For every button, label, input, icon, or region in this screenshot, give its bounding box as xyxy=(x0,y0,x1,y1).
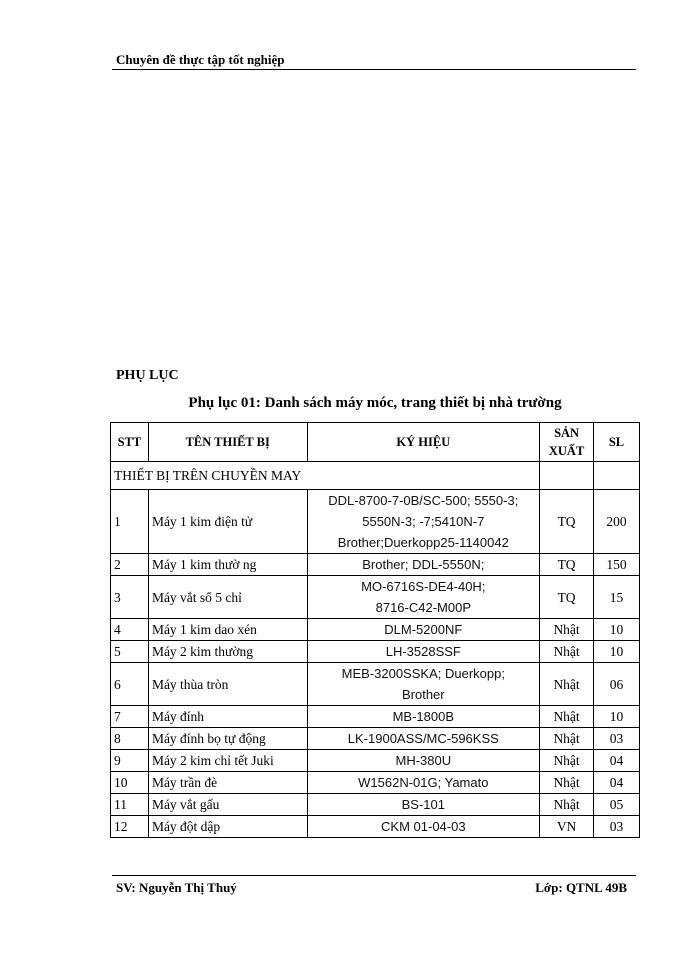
table-row xyxy=(111,490,640,554)
row-code-line: 8716-C42-M00P xyxy=(375,600,471,615)
row-origin: Nhật xyxy=(540,728,594,750)
row-name: Máy trần đè xyxy=(148,772,307,794)
group-label: THIẾT BỊ TRÊN CHUYỀN MAY xyxy=(111,462,540,490)
row-code-line: CKM 01-04-03 xyxy=(381,819,466,834)
table-row xyxy=(111,576,640,619)
row-code xyxy=(307,728,540,750)
row-code xyxy=(307,816,540,838)
row-stt: 6 xyxy=(111,663,149,706)
row-code-line: Brother;Duerkopp25-1140042 xyxy=(337,535,509,550)
row-name: Máy 1 kim dao xén xyxy=(148,619,307,641)
row-qty: 10 xyxy=(594,706,640,728)
equipment-table xyxy=(110,422,640,838)
row-origin: Nhật xyxy=(540,750,594,772)
row-origin: Nhật xyxy=(540,641,594,663)
row-code xyxy=(307,554,540,576)
group-empty-cell xyxy=(540,462,594,490)
header-origin-line2: XUẤT xyxy=(548,444,585,458)
table-row xyxy=(111,554,640,576)
header-name: TÊN THIẾT BỊ xyxy=(148,423,307,462)
row-code-line: MEB-3200SSKA; Duerkopp; xyxy=(341,666,505,681)
row-code xyxy=(307,663,540,706)
row-stt: 3 xyxy=(111,576,149,619)
row-qty: 150 xyxy=(594,554,640,576)
row-code-line: DDL-8700-7-0B/SC-500; 5550-3; xyxy=(328,493,519,508)
table-row xyxy=(111,728,640,750)
row-name: Máy đính xyxy=(148,706,307,728)
row-name: Máy đính bọ tự động xyxy=(148,728,307,750)
row-stt: 10 xyxy=(111,772,149,794)
row-qty: 10 xyxy=(594,619,640,641)
row-code-line: BS-101 xyxy=(401,797,445,812)
row-code-line: Brother; DDL-5550N; xyxy=(362,557,485,572)
footer-divider xyxy=(112,875,636,876)
footer-class: Lớp: QTNL 49B xyxy=(535,880,627,895)
row-code xyxy=(307,706,540,728)
row-origin: Nhật xyxy=(540,772,594,794)
table-row xyxy=(111,619,640,641)
row-code-line: DLM-5200NF xyxy=(384,622,463,637)
page-header-title: Chuyên đề thực tập tốt nghiệp xyxy=(116,52,285,67)
header-origin xyxy=(540,423,594,462)
row-origin: Nhật xyxy=(540,663,594,706)
row-stt: 11 xyxy=(111,794,149,816)
row-name: Máy thùa tròn xyxy=(148,663,307,706)
table-row xyxy=(111,663,640,706)
row-stt: 2 xyxy=(111,554,149,576)
row-name: Máy 2 kim chỉ tết Juki xyxy=(148,750,307,772)
row-origin: VN xyxy=(540,816,594,838)
row-stt: 5 xyxy=(111,641,149,663)
header-code: KÝ HIỆU xyxy=(307,423,540,462)
row-origin: Nhật xyxy=(540,619,594,641)
row-name: Máy vắt sổ 5 chỉ xyxy=(148,576,307,619)
section-label: PHỤ LỤC xyxy=(116,368,179,383)
table-header-row xyxy=(111,423,640,462)
row-stt: 4 xyxy=(111,619,149,641)
row-qty: 200 xyxy=(594,490,640,554)
row-origin: TQ xyxy=(540,576,594,619)
group-row xyxy=(111,462,640,490)
row-stt: 9 xyxy=(111,750,149,772)
table-row xyxy=(111,772,640,794)
row-code xyxy=(307,794,540,816)
table-row xyxy=(111,816,640,838)
row-qty: 05 xyxy=(594,794,640,816)
table-row xyxy=(111,794,640,816)
row-qty: 04 xyxy=(594,750,640,772)
row-name: Máy vắt gấu xyxy=(148,794,307,816)
row-code xyxy=(307,772,540,794)
row-code xyxy=(307,619,540,641)
row-code xyxy=(307,490,540,554)
row-qty: 15 xyxy=(594,576,640,619)
row-qty: 10 xyxy=(594,641,640,663)
header-stt: STT xyxy=(111,423,149,462)
row-code-line: 5550N-3; -7;5410N-7 xyxy=(362,514,485,529)
row-stt: 8 xyxy=(111,728,149,750)
row-code-line: LK-1900ASS/MC-596KSS xyxy=(347,731,499,746)
row-code xyxy=(307,576,540,619)
header-qty: SL xyxy=(594,423,640,462)
row-name: Máy đột dập xyxy=(148,816,307,838)
row-code-line: MB-1800B xyxy=(392,709,455,724)
row-code-line: W1562N-01G; Yamato xyxy=(358,775,489,790)
row-code-line: LH-3528SSF xyxy=(385,644,461,659)
row-stt: 12 xyxy=(111,816,149,838)
row-stt: 1 xyxy=(111,490,149,554)
row-origin: Nhật xyxy=(540,794,594,816)
row-code-line: MH-380U xyxy=(395,753,452,768)
row-qty: 06 xyxy=(594,663,640,706)
header-divider xyxy=(112,69,636,70)
footer-student: SV: Nguyễn Thị Thuý xyxy=(116,880,237,895)
row-code xyxy=(307,750,540,772)
header-origin-line1: SẢN xyxy=(554,426,580,440)
row-stt: 7 xyxy=(111,706,149,728)
row-name: Máy 1 kim thườ ng xyxy=(148,554,307,576)
table-title: Phụ lục 01: Danh sách máy móc, trang thiết bị nhà trường xyxy=(188,395,562,411)
row-code-line: MO-6716S-DE4-40H; xyxy=(361,579,486,594)
table-row xyxy=(111,706,640,728)
row-qty: 04 xyxy=(594,772,640,794)
row-qty: 03 xyxy=(594,728,640,750)
table-row xyxy=(111,641,640,663)
row-origin: TQ xyxy=(540,490,594,554)
table-row xyxy=(111,750,640,772)
row-origin: Nhật xyxy=(540,706,594,728)
row-name: Máy 1 kim điện tử xyxy=(148,490,307,554)
row-qty: 03 xyxy=(594,816,640,838)
row-name: Máy 2 kim thường xyxy=(148,641,307,663)
row-origin: TQ xyxy=(540,554,594,576)
group-empty-cell xyxy=(594,462,640,490)
row-code-line: Brother xyxy=(401,687,445,702)
row-code xyxy=(307,641,540,663)
